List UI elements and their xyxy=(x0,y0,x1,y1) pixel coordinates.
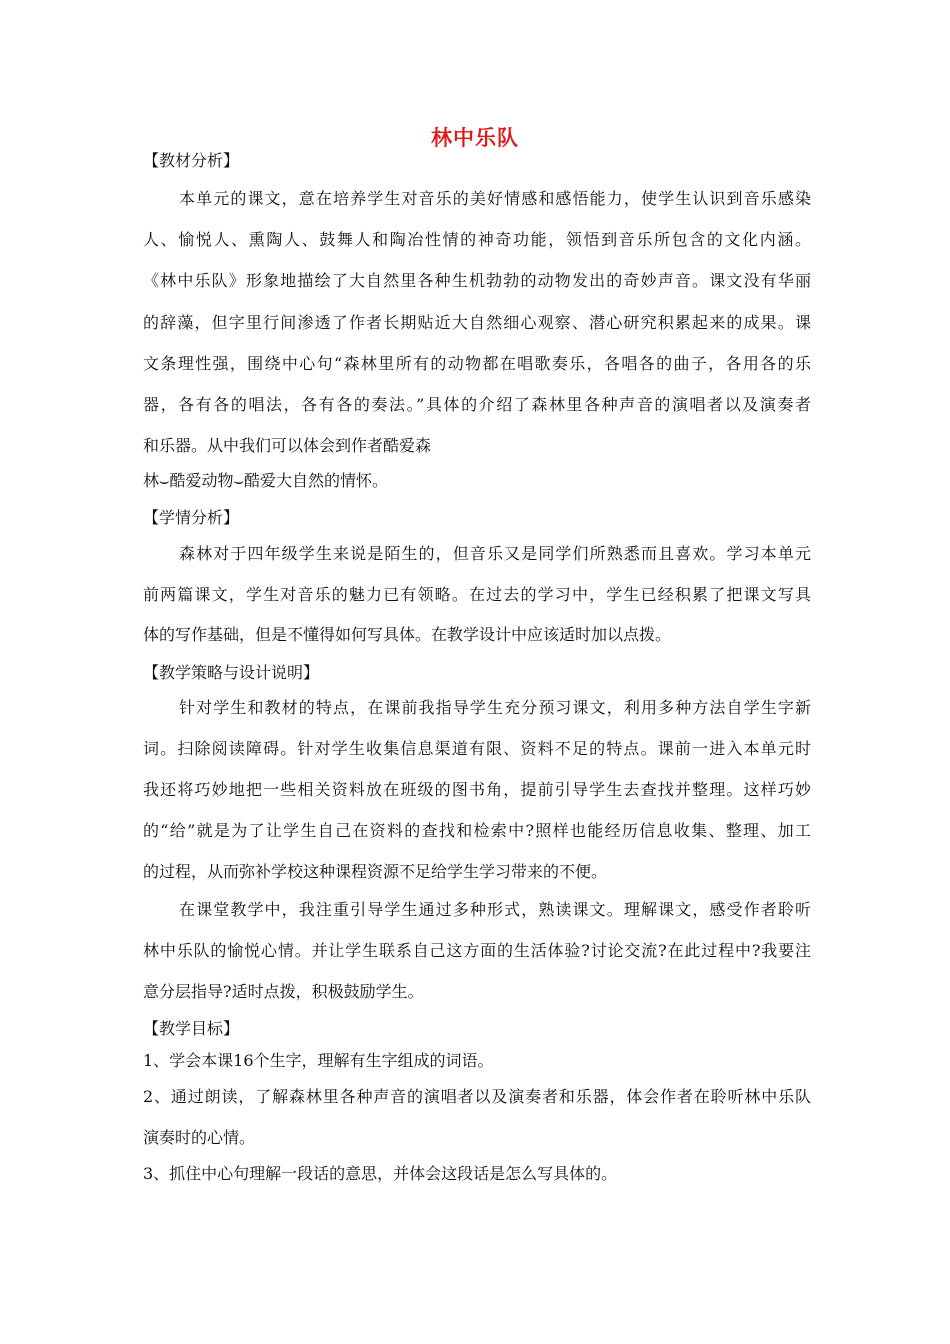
paragraph-line: 器，各有各的唱法，各有各的奏法。”具体的介绍了森林里各种声音的演唱者以及演奏者 xyxy=(143,395,811,414)
paragraph-line: 林⌣酷爱动物⌣酷爱大自然的情怀。 xyxy=(143,471,389,490)
paragraph-line: 文条理性强，围绕中心句“森林里所有的动物都在唱歌奏乐，各唱各的曲子，各用各的乐 xyxy=(143,354,811,373)
page-title: 林中乐队 xyxy=(431,126,519,150)
goal-item: 1、学会本课16个生字，理解有生字组成的词语。 xyxy=(143,1051,494,1070)
paragraph-line: 词。扫除阅读障碍。针对学生收集信息渠道有限、资料不足的特点。课前一进入本单元时 xyxy=(143,739,811,758)
section-heading-strategy: 【教学策略与设计说明】 xyxy=(143,663,320,682)
paragraph-line: 人、愉悦人、熏陶人、鼓舞人和陶冶性情的神奇功能，领悟到音乐所包含的文化内涵。 xyxy=(143,230,811,249)
paragraph-line: 前两篇课文，学生对音乐的魅力已有领略。在过去的学习中，学生已经积累了把课文写具 xyxy=(143,585,811,604)
goal-item: 3、抓住中心句理解一段话的意思，并体会这段话是怎么写具体的。 xyxy=(143,1164,618,1183)
paragraph-line: 的过程，从而弥补学校这种课程资源不足给学生学习带来的不便。 xyxy=(143,862,608,881)
paragraph-line: 的辞藻，但字里行间渗透了作者长期贴近大自然细心观察、潜心研究积累起来的成果。课 xyxy=(143,313,811,332)
paragraph-line: 意分层指导?适时点拨，积极鼓励学生。 xyxy=(143,982,424,1001)
paragraph-line: 体的写作基础，但是不懂得如何写具体。在教学设计中应该适时加以点拨。 xyxy=(143,625,672,644)
paragraph-line: 针对学生和教材的特点，在课前我指导学生充分预习课文，利用多种方法自学生字新 xyxy=(179,698,811,717)
paragraph-line: 和乐器。从中我们可以体会到作者酷爱森 xyxy=(143,436,432,455)
section-heading-students: 【学情分析】 xyxy=(143,508,240,527)
section-heading-material: 【教材分析】 xyxy=(143,151,240,170)
paragraph-line: 我还将巧妙地把一些相关资料放在班级的图书角，提前引导学生去查找并整理。这样巧妙 xyxy=(143,780,811,799)
paragraph-line: 在课堂教学中，我注重引导学生通过多种形式，熟读课文。理解课文，感受作者聆听 xyxy=(179,900,811,919)
paragraph-line: 《林中乐队》形象地描绘了大自然里各种生机勃勃的动物发出的奇妙声音。课文没有华丽 xyxy=(143,271,811,290)
paragraph-line: 的“给”就是为了让学生自己在资料的查找和检索中?照样也能经历信息收集、整理、加工 xyxy=(143,821,811,840)
paragraph-line: 森林对于四年级学生来说是陌生的，但音乐又是同学们所熟悉而且喜欢。学习本单元 xyxy=(179,544,811,563)
goal-item-continuation: 演奏时的心情。 xyxy=(143,1128,256,1147)
goal-item: 2、通过朗读，了解森林里各种声音的演唱者以及演奏者和乐器，体会作者在聆听林中乐队 xyxy=(143,1087,811,1106)
section-heading-goals: 【教学目标】 xyxy=(143,1019,240,1038)
paragraph-line: 本单元的课文，意在培养学生对音乐的美好情感和感悟能力，使学生认识到音乐感染 xyxy=(179,189,811,208)
paragraph-line: 林中乐队的愉悦心情。并让学生联系自己这方面的生活体验?讨论交流?在此过程中?我要注 xyxy=(143,941,811,960)
